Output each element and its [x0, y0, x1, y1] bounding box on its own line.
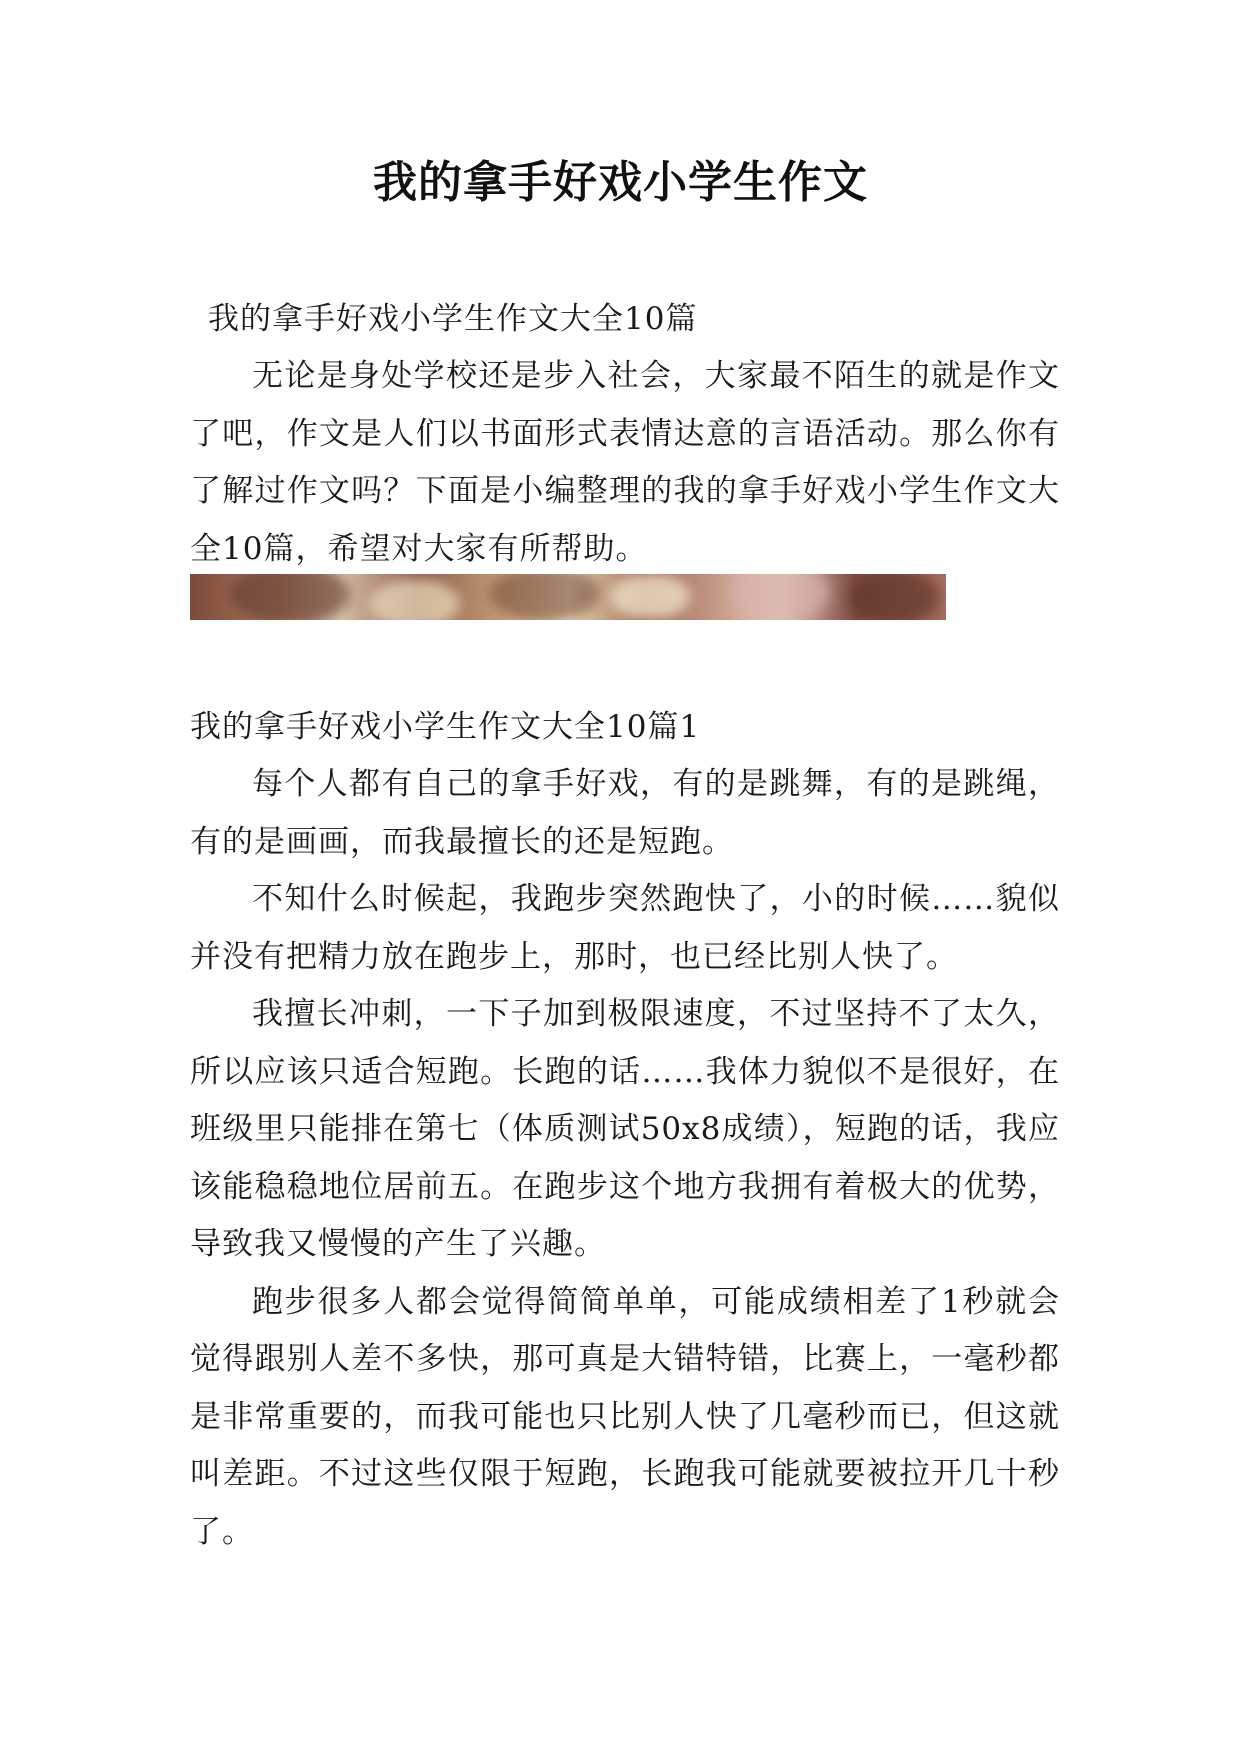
section-body	[190, 756, 1060, 1561]
banner-image	[190, 574, 946, 620]
section-paragraph: 不知什么时候起，我跑步突然跑快了，小的时候……貌似并没有把精力放在跑步上，那时，也已经比别人快了。	[190, 881, 1060, 975]
section-heading: 我的拿手好戏小学生作文大全10篇1	[190, 709, 701, 745]
section-paragraph: 我擅长冲刺，一下子加到极限速度，不过坚持不了太久，所以应该只适合短跑。长跑的话……我体力貌似不是很好，在班级里只能排在第七（体质测试50x8成绩），短跑的话，我应该能稳稳地位居前五。在跑步这个地方我拥有着极大的优势，导致我又慢慢的产生了兴趣。	[190, 996, 1060, 1262]
intro-block	[190, 348, 1060, 578]
document-subtitle: 我的拿手好戏小学生作文大全10篇	[208, 301, 698, 337]
document-title: 我的拿手好戏小学生作文	[373, 157, 868, 208]
section-paragraph: 跑步很多人都会觉得简简单单，可能成绩相差了1秒就会觉得跟别人差不多快，那可真是大错特错，比赛上，一毫秒都是非常重要的，而我可能也只比别人快了几毫秒而已，但这就叫差距。不过这些仅限于短跑，长跑我可能就要被拉开几十秒了。	[190, 1283, 1060, 1550]
section-paragraph: 每个人都有自己的拿手好戏，有的是跳舞，有的是跳绳，有的是画画，而我最擅长的还是短跑。	[190, 766, 1060, 860]
intro-paragraph: 无论是身处学校还是步入社会，大家最不陌生的就是作文了吧，作文是人们以书面形式表情达意的言语活动。那么你有了解过作文吗？下面是小编整理的我的拿手好戏小学生作文大全10篇，希望对大家有所帮助。	[190, 358, 1060, 567]
